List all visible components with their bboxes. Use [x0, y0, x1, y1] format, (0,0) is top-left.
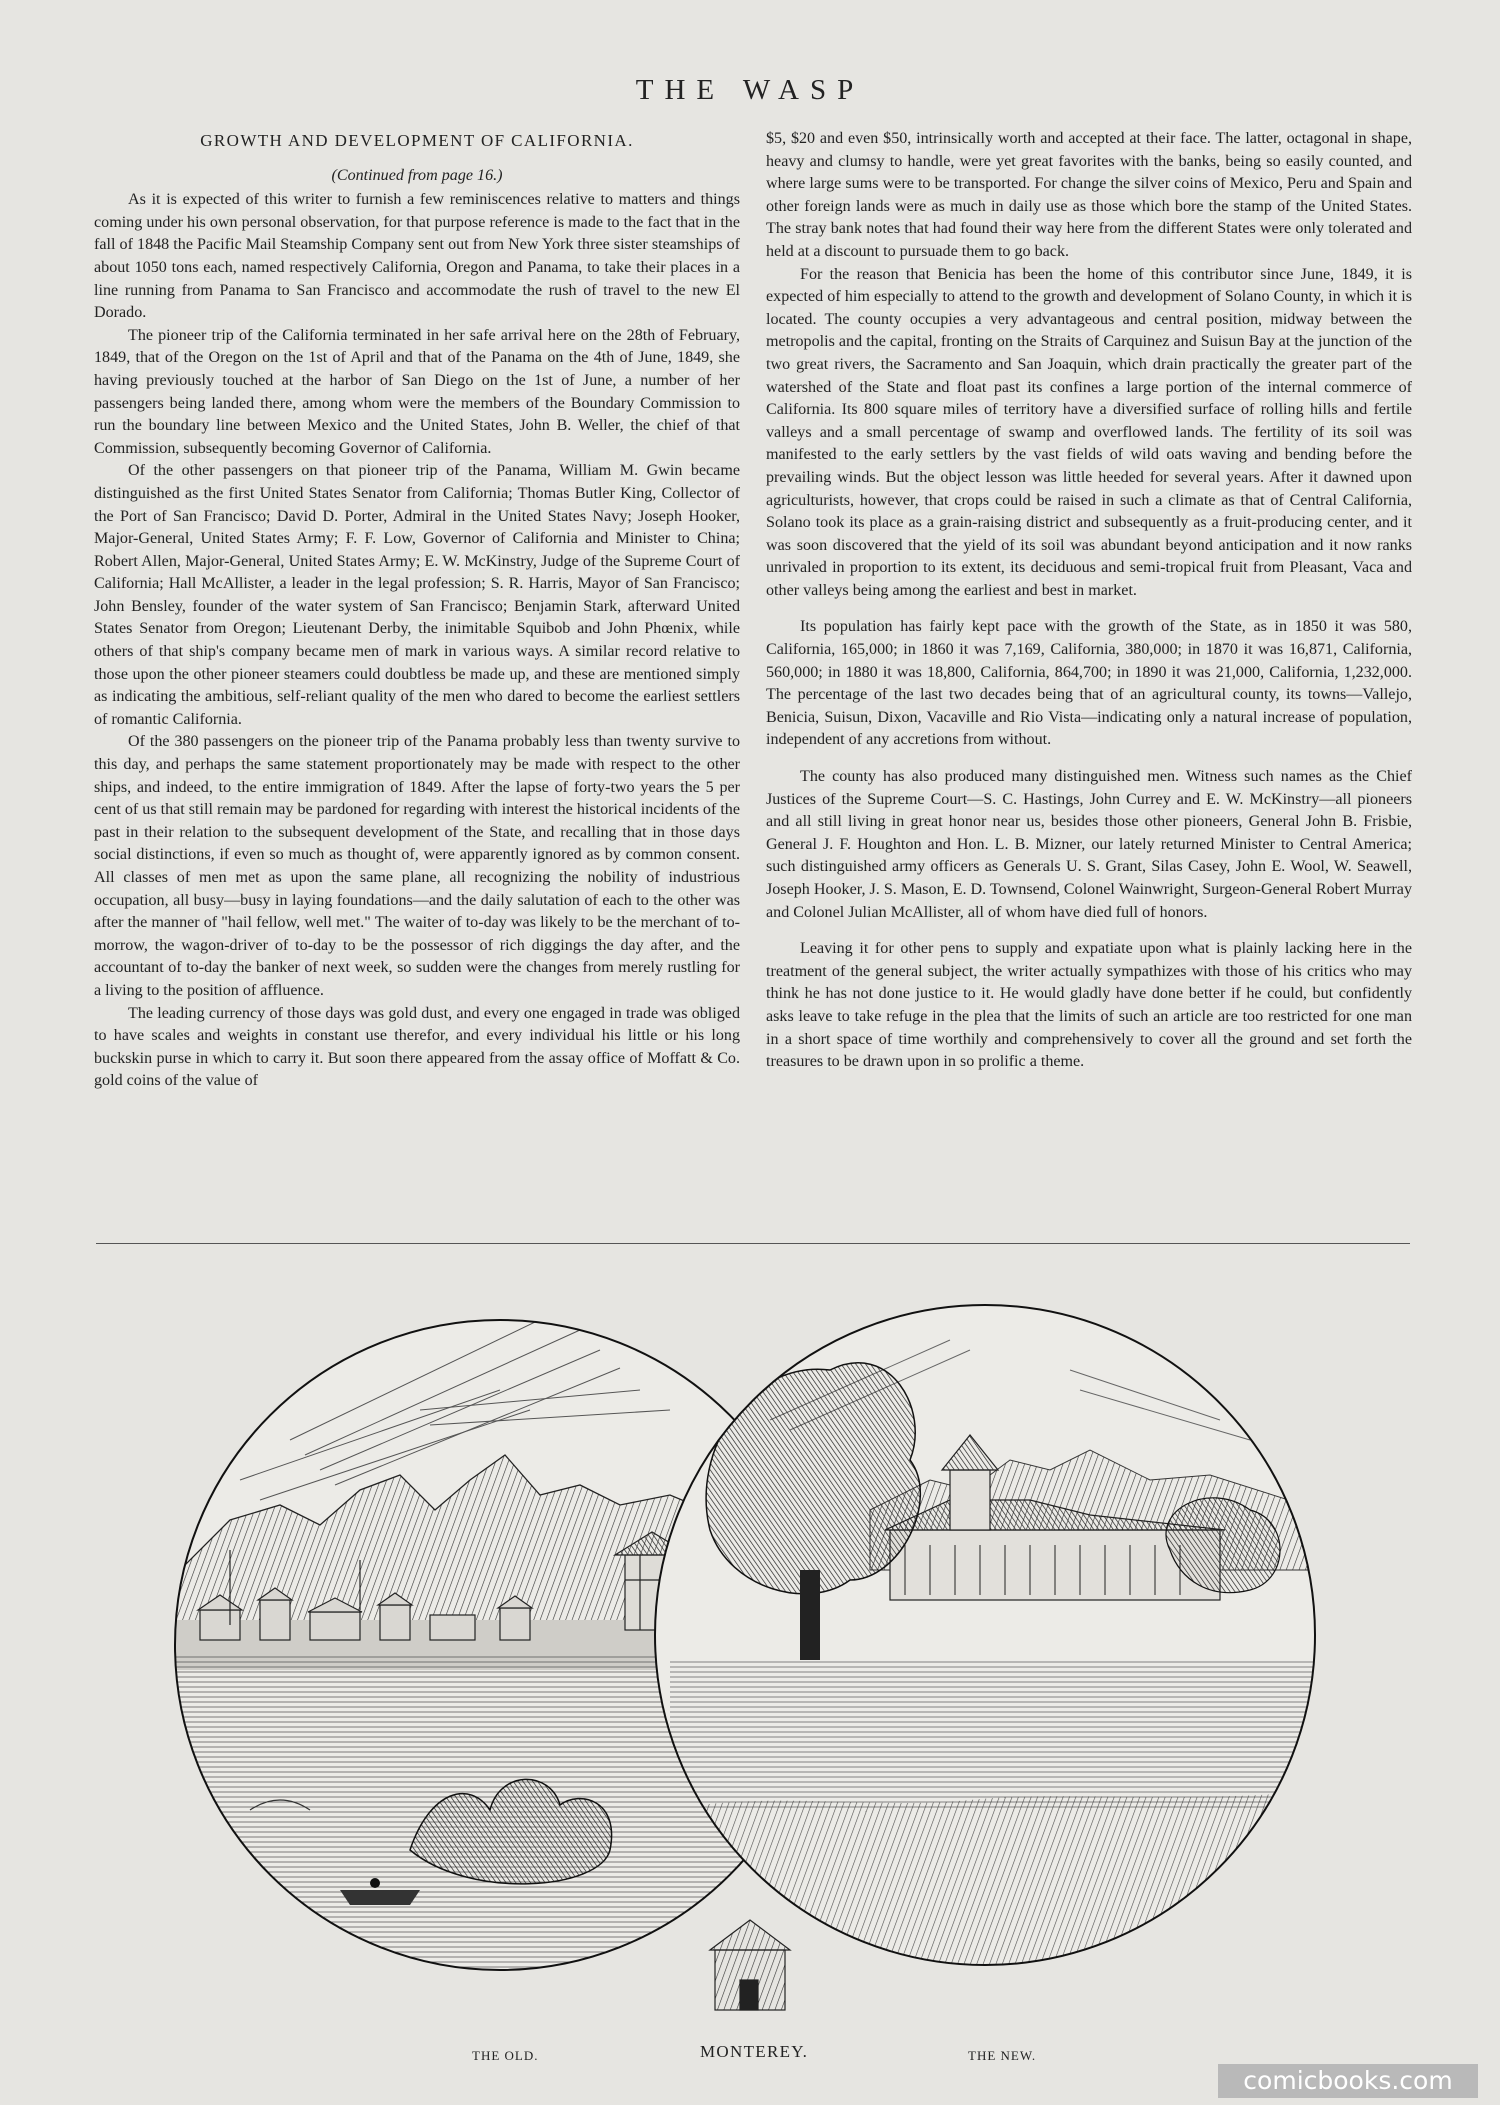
mission-vignette — [710, 1920, 790, 2010]
paragraph: The county has also produced many distinguished men. Witness such names as the Chief Justices of the Supreme Court—S. C. Hastings, John Currey and E. W. McKinstry—all pioneers and all still living in great honor near us, besides those other pioneers, General John B. Frisbie, General J. F. Houghton and Hon. L. B. Mizner, our lately returned Minister to Central America; such distinguished army officers as Generals U. S. Grant, Silas Casey, John E. Wool, W. Seawell, Joseph Hooker, J. S. Mason, E. D. Townsend, Colonel Wainwright, Surgeon-General Robert Murray and Colonel Julian McAllister, all of whom have died full of honors. — [766, 768, 1412, 921]
watermark: comicbooks.com — [1218, 2064, 1478, 2098]
caption-monterey: MONTEREY. — [700, 2042, 809, 2061]
paragraph: $5, $20 and even $50, intrinsically worth and accepted at their face. The latter, octagonal in shape, heavy and clumsy to handle, were yet great favorites with the banks, being so easily counted, and where large sums were to be transported. For change the silver coins of Mexico, Peru and Spain and other foreign lands were as much in daily use as those which bore the stamp of the United States. The stray bank notes that had found their way here from the different States were only tolerated and held at a discount to pursuade them to go back. — [766, 130, 1412, 260]
article-column-right — [766, 128, 1412, 1074]
paragraph: The pioneer trip of the California terminated in her safe arrival here on the 28th of February, 1849, that of the Oregon on the 1st of April and that of the Panama on the 4th of June, 1849, she having previously touched at the harbor of San Diego on the 1st of June, a number of her passengers being landed there, among whom were the members of the Boundary Commission to run the boundary line between Mexico and the United States, John B. Weller, the chief of that Commission, subsequently becoming Governor of California. — [94, 326, 740, 457]
caption-the-new: THE NEW. — [968, 2048, 1037, 2063]
paragraph: Its population has fairly kept pace with the growth of the State, as in 1850 it was 580, California, 165,000; in 1860 it was 7,169, California, 380,000; in 1870 it was 16,871, California, 560,000; in 1880 it was 18,800, California, 864,700; in 1890 it was 21,000, California, 1,232,000. The percentage of the last two decades being that of an agricultural county, its towns—Vallejo, Benicia, Suisun, Dixon, Vacaville and Rio Vista—indicating only a natural increase of population, independent of any accretions from without. — [766, 618, 1412, 749]
paragraph: The leading currency of those days was gold dust, and every one engaged in trade was obliged to have scales and weights in constant use therefor, and every individual his little or his long buckskin purse in which to carry it. But soon there appeared from the assay office of Moffatt & Co. gold coins of the value of — [94, 1004, 740, 1090]
paragraph: Leaving it for other pens to supply and expatiate upon what is plainly lacking here in the treatment of the general subject, the writer actually sympathizes with those of his critics who may think he has not done justice to it. He would gladly have done better if he could, but confidently asks leave to take refuge in the plea that the limits of such an article are too restricted for one man in a short space of time worthily and comprehensively to cover all the ground and set forth the treasures to be drawn upon in so prolific a theme. — [766, 940, 1412, 1071]
article-column-left — [94, 128, 740, 1093]
caption-the-old: THE OLD. — [472, 2048, 539, 2063]
paragraph: As it is expected of this writer to furnish a few reminiscences relative to matters and things coming under his own personal observation, for that purpose reference is made to the fact that in the fall of 1848 the Pacific Mail Steamship Company sent out from New York three sister steamships of about 1050 tons each, named respectively California, Oregon and Panama, to take their places in a line running from Panama to San Francisco and accommodate the rush of travel to the new El Dorado. — [94, 191, 740, 322]
monterey-engraving — [170, 1250, 1320, 2040]
article-title: GROWTH AND DEVELOPMENT OF CALIFORNIA. — [200, 131, 634, 150]
paragraph: Of the 380 passengers on the pioneer trip of the Panama probably less than twenty survive to this day, and perhaps the same statement proportionately may be made with respect to the other ships, and indeed, to the entire immigration of 1849. After the lapse of forty-two years the 5 per cent of us that still remain may be pardoned for regarding with interest the historical incidents of the past in their relation to the subsequent development of the State, and recalling that in those days social distinctions, if even so much as thought of, were apparently ignored as by common consent. All classes of men met as upon the same plane, all recognizing the nobility of industrious occupation, all busy—busy in laying foundations—and the daily salutation of each to the other was after the manner of "hail fellow, well met." The waiter of to-day was likely to be the merchant of to-morrow, the wagon-driver of to-day to be the possessor of rich diggings the day after, and the accountant of to-day the banker of next week, so sudden were the changes from merely rustling for a living to the position of affluence. — [94, 733, 740, 999]
paragraph: Of the other passengers on that pioneer trip of the Panama, William M. Gwin became distinguished as the first United States Senator from California; Thomas Butler King, Collector of the Port of San Francisco; David D. Porter, Admiral in the United States Navy; Joseph Hooker, Major-General, United States Army; F. F. Low, Governor of California and Minister to China; Robert Allen, Major-General, United States Army; E. W. McKinstry, Judge of the Supreme Court of California; Hall McAllister, a leader in the legal profession; S. R. Harris, Mayor of San Francisco; John Bensley, founder of the water system of San Francisco; Benjamin Stark, afterward United States Senator from Oregon; Lieutenant Derby, the inimitable Squibob and John Phœnix, while others of that ship's company became men of mark in various ways. A similar record relative to those upon the other pioneer steamers could doubtless be made up, and these are mentioned simply as indicating the ambitious, self-reliant quality of the men who dared to become the earliest settlers of romantic California. — [94, 462, 740, 728]
masthead: THE WASP — [635, 74, 865, 106]
continued-note: (Continued from page 16.) — [331, 166, 503, 184]
new-monterey-vignette — [650, 1290, 1320, 1990]
paragraph: For the reason that Benicia has been the home of this contributor since June, 1849, it is expected of him especially to attend to the growth and development of Solano County, in which it is located. The county occupies a very advantageous and central position, midway between the metropolis and the capital, fronting on the Straits of Carquinez and Suisun Bay at the junction of the two great rivers, the Sacramento and San Joaquin, which drain practically the greater part of the watershed of the State and float past its confines a large portion of the internal commerce of California. Its 800 square miles of territory have a diversified surface of rolling hills and fertile valleys and a small percentage of swamp and overflowed lands. The fertility of its soil was manifested to the early settlers by the vast fields of wild oats waving and bending before the prevailing winds. But the object lesson was little heeded for several years. After it dawned upon agriculturists, however, that crops could be raised in such a climate as that of Central California, Solano took its place as a grain-raising district and subsequently as a fruit-producing center, and it was soon discovered that the yield of its soil was abundant beyond anticipation and it now ranks unrivaled in proportion to its extent, its deciduous and semi-tropical fruit from Pleasant, Vaca and other valleys being among the earliest and best in market. — [766, 265, 1412, 599]
section-divider — [96, 1243, 1410, 1244]
